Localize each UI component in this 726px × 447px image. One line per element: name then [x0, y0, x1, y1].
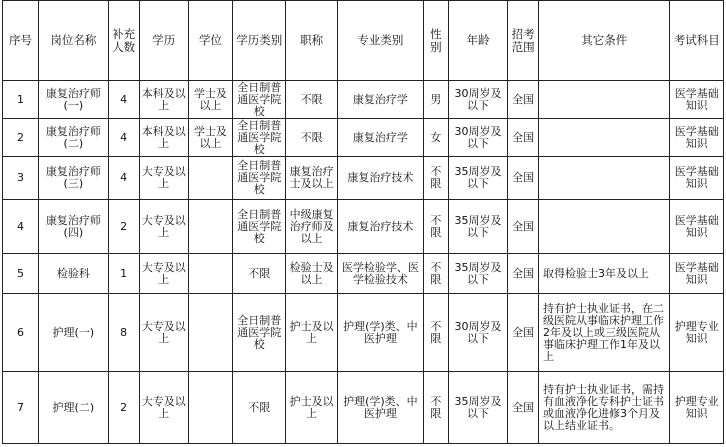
cell-position: 康复治疗师(四) [38, 200, 108, 254]
cell-education: 本科及以上 [139, 81, 188, 119]
header-cell: 职称 [286, 1, 337, 81]
cell-seq: 3 [3, 157, 39, 200]
cell-subject: 医学基础知识 [670, 119, 724, 157]
table-row [3, 119, 724, 157]
cell-education-type: 全日制普通医学院校 [233, 81, 286, 119]
cell-scope: 全国 [508, 254, 539, 294]
cell-education-type: 全日制普通医学院校 [233, 200, 286, 254]
cell-subject: 医学基础知识 [670, 157, 724, 200]
header-cell: 年龄 [448, 1, 508, 81]
cell-count: 8 [108, 294, 139, 372]
cell-title: 中级康复治疗师及以上 [286, 200, 337, 254]
cell-gender: 不限 [424, 294, 449, 372]
cell-major: 康复治疗学 [337, 119, 423, 157]
cell-major: 医学检验学、医学检验技术 [337, 254, 423, 294]
cell-education-type: 全日制普通医学院校 [233, 294, 286, 372]
header-cell: 序号 [3, 1, 39, 81]
cell-title: 检验士及以上 [286, 254, 337, 294]
cell-education-type: 全日制普通医学院校 [233, 157, 286, 200]
cell-seq: 6 [3, 294, 39, 372]
cell-age: 35周岁及以下 [448, 372, 508, 444]
header-cell: 学历类别 [233, 1, 286, 81]
table-row [3, 200, 724, 254]
header-cell: 专业类别 [337, 1, 423, 81]
cell-age: 35周岁及以下 [448, 157, 508, 200]
cell-seq: 4 [3, 200, 39, 254]
cell-scope: 全国 [508, 157, 539, 200]
cell-count: 1 [108, 254, 139, 294]
cell-major: 护理(学)类、中医护理 [337, 294, 423, 372]
cell-gender: 不限 [424, 254, 449, 294]
cell-scope: 全国 [508, 372, 539, 444]
cell-seq: 7 [3, 372, 39, 444]
cell-subject: 护理专业知识 [670, 294, 724, 372]
cell-position: 护理(一) [38, 294, 108, 372]
cell-degree [188, 157, 232, 200]
table-row [3, 372, 724, 444]
cell-seq: 1 [3, 81, 39, 119]
cell-other [539, 200, 670, 254]
cell-position: 康复治疗师(一) [38, 81, 108, 119]
cell-count: 4 [108, 81, 139, 119]
cell-education-type: 不限 [233, 254, 286, 294]
cell-position: 康复治疗师(三) [38, 157, 108, 200]
header-row [3, 1, 724, 81]
cell-education: 本科及以上 [139, 119, 188, 157]
cell-gender: 男 [424, 81, 449, 119]
cell-title: 不限 [286, 81, 337, 119]
cell-gender: 不限 [424, 157, 449, 200]
table-row [3, 254, 724, 294]
cell-count: 4 [108, 157, 139, 200]
header-cell: 性别 [424, 1, 449, 81]
cell-education: 大专及以上 [139, 294, 188, 372]
cell-other [539, 157, 670, 200]
cell-other: 持有护士执业证书，需持有血液净化专科护士证书或血液净化进修3个月及以上结业证书。 [539, 372, 670, 444]
cell-degree: 学士及以上 [188, 81, 232, 119]
cell-scope: 全国 [508, 200, 539, 254]
cell-education: 大专及以上 [139, 200, 188, 254]
cell-position: 检验科 [38, 254, 108, 294]
table-row [3, 81, 724, 119]
cell-degree: 学士及以上 [188, 119, 232, 157]
cell-age: 35周岁及以下 [448, 254, 508, 294]
cell-degree [188, 294, 232, 372]
cell-other: 持有护士执业证书，在二级医院从事临床护理工作2年及以上或三级医院从事临床护理工作1年及以上 [539, 294, 670, 372]
cell-subject: 医学基础知识 [670, 200, 724, 254]
cell-title: 不限 [286, 119, 337, 157]
cell-major: 护理(学)类、中医护理 [337, 372, 423, 444]
cell-education-type: 全日制普通医学院校 [233, 119, 286, 157]
cell-seq: 5 [3, 254, 39, 294]
cell-major: 康复治疗技术 [337, 157, 423, 200]
cell-subject: 医学基础知识 [670, 81, 724, 119]
header-cell: 学位 [188, 1, 232, 81]
cell-education-type: 不限 [233, 372, 286, 444]
cell-title: 护士及以上 [286, 294, 337, 372]
cell-degree [188, 254, 232, 294]
table-row [3, 294, 724, 372]
header-cell: 学历 [139, 1, 188, 81]
cell-gender: 不限 [424, 200, 449, 254]
cell-degree [188, 200, 232, 254]
header-cell: 考试科目 [670, 1, 724, 81]
cell-education: 大专及以上 [139, 372, 188, 444]
cell-subject: 医学基础知识 [670, 254, 724, 294]
cell-degree [188, 372, 232, 444]
cell-seq: 2 [3, 119, 39, 157]
table-row [3, 157, 724, 200]
cell-age: 30周岁及以下 [448, 294, 508, 372]
cell-other [539, 119, 670, 157]
cell-education: 大专及以上 [139, 157, 188, 200]
cell-scope: 全国 [508, 294, 539, 372]
cell-education: 大专及以上 [139, 254, 188, 294]
cell-major: 康复治疗学 [337, 81, 423, 119]
cell-age: 35周岁及以下 [448, 200, 508, 254]
cell-count: 4 [108, 119, 139, 157]
cell-age: 30周岁及以下 [448, 119, 508, 157]
cell-other [539, 81, 670, 119]
cell-position: 康复治疗师(二) [38, 119, 108, 157]
cell-other: 取得检验士3年及以上 [539, 254, 670, 294]
cell-gender: 女 [424, 119, 449, 157]
cell-title: 康复治疗士及以上 [286, 157, 337, 200]
cell-title: 护士及以上 [286, 372, 337, 444]
header-cell: 招考范围 [508, 1, 539, 81]
header-cell: 其它条件 [539, 1, 670, 81]
cell-age: 30周岁及以下 [448, 81, 508, 119]
cell-subject: 护理专业知识 [670, 372, 724, 444]
cell-scope: 全国 [508, 119, 539, 157]
recruitment-table [2, 0, 724, 444]
cell-position: 护理(二) [38, 372, 108, 444]
cell-major: 康复治疗技术 [337, 200, 423, 254]
header-cell: 补充人数 [108, 1, 139, 81]
cell-count: 2 [108, 372, 139, 444]
cell-scope: 全国 [508, 81, 539, 119]
header-cell: 岗位名称 [38, 1, 108, 81]
cell-gender: 不限 [424, 372, 449, 444]
cell-count: 2 [108, 200, 139, 254]
